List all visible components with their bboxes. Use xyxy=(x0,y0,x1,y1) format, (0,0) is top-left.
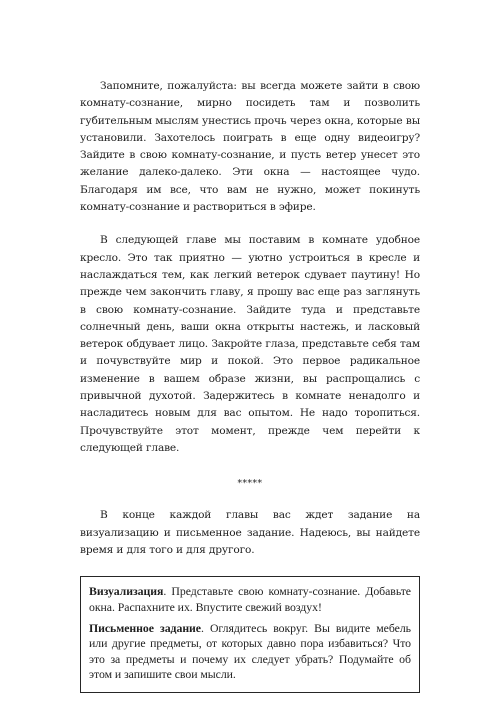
closing-paragraph: В конце каждой главы вас ждет задание на визуализацию и письменное задание. Надеюсь, вы найдете время и для того и для другого. xyxy=(80,509,420,556)
writing-label: Письменное задание xyxy=(89,620,201,635)
writing-text: . Оглядитесь вокруг. Вы видите мебель или другие предметы, от которых давно пора избавиться? Что это за предметы и почему их следует убрать? Подумайте об этом и запишите свои мысли. xyxy=(89,620,411,682)
visualization-label: Визуализация xyxy=(89,584,164,599)
section-separator: ***** xyxy=(237,479,263,490)
book-page xyxy=(80,78,420,693)
visualization-task xyxy=(89,584,411,615)
task-box xyxy=(80,576,420,692)
paragraph-1: Запомните, пожалуйста: вы всегда можете зайти в свою комнату-сознание, мирно посидеть там и позволить губительным мыслям унестись прочь через окна, которые вы установили. Захотелось поиграть в еще одну видеоигру? Зайдите в свою комнату-сознание, и пусть ветер унесет это желание далеко-далеко. Эти окна — настоящее чудо. Благодаря им все, что вам не нужно, может покинуть комнату-сознание и раствориться в эфире. xyxy=(80,80,420,214)
visualization-text: . Представьте свою комнату-сознание. Добавьте окна. Распахните их. Впустите свежий воздух! xyxy=(89,584,411,614)
paragraph-2: В следующей главе мы поставим в комнате удобное кресло. Это так приятно — уютно устроиться в кресле и наслаждаться тем, как легкий ветерок сдувает паутину! Но прежде чем закончить главу, я прошу вас еще раз заглянуть в свою комнату-сознание. Зайдите туда и представьте солнечный день, ваши окна открыты настежь, и ласковый ветерок обдувает лицо. Закройте глаза, представьте себя там и почувствуйте мир и покой. Это первое радикальное изменение в вашем образе жизни, вы распрощались с привычной духотой. Задержитесь в комнате ненадолго и насладитесь новым для вас опытом. Не надо торопиться. Прочувствуйте этот момент, прежде чем перейти к следующей главе. xyxy=(80,234,420,454)
writing-task xyxy=(89,621,411,683)
